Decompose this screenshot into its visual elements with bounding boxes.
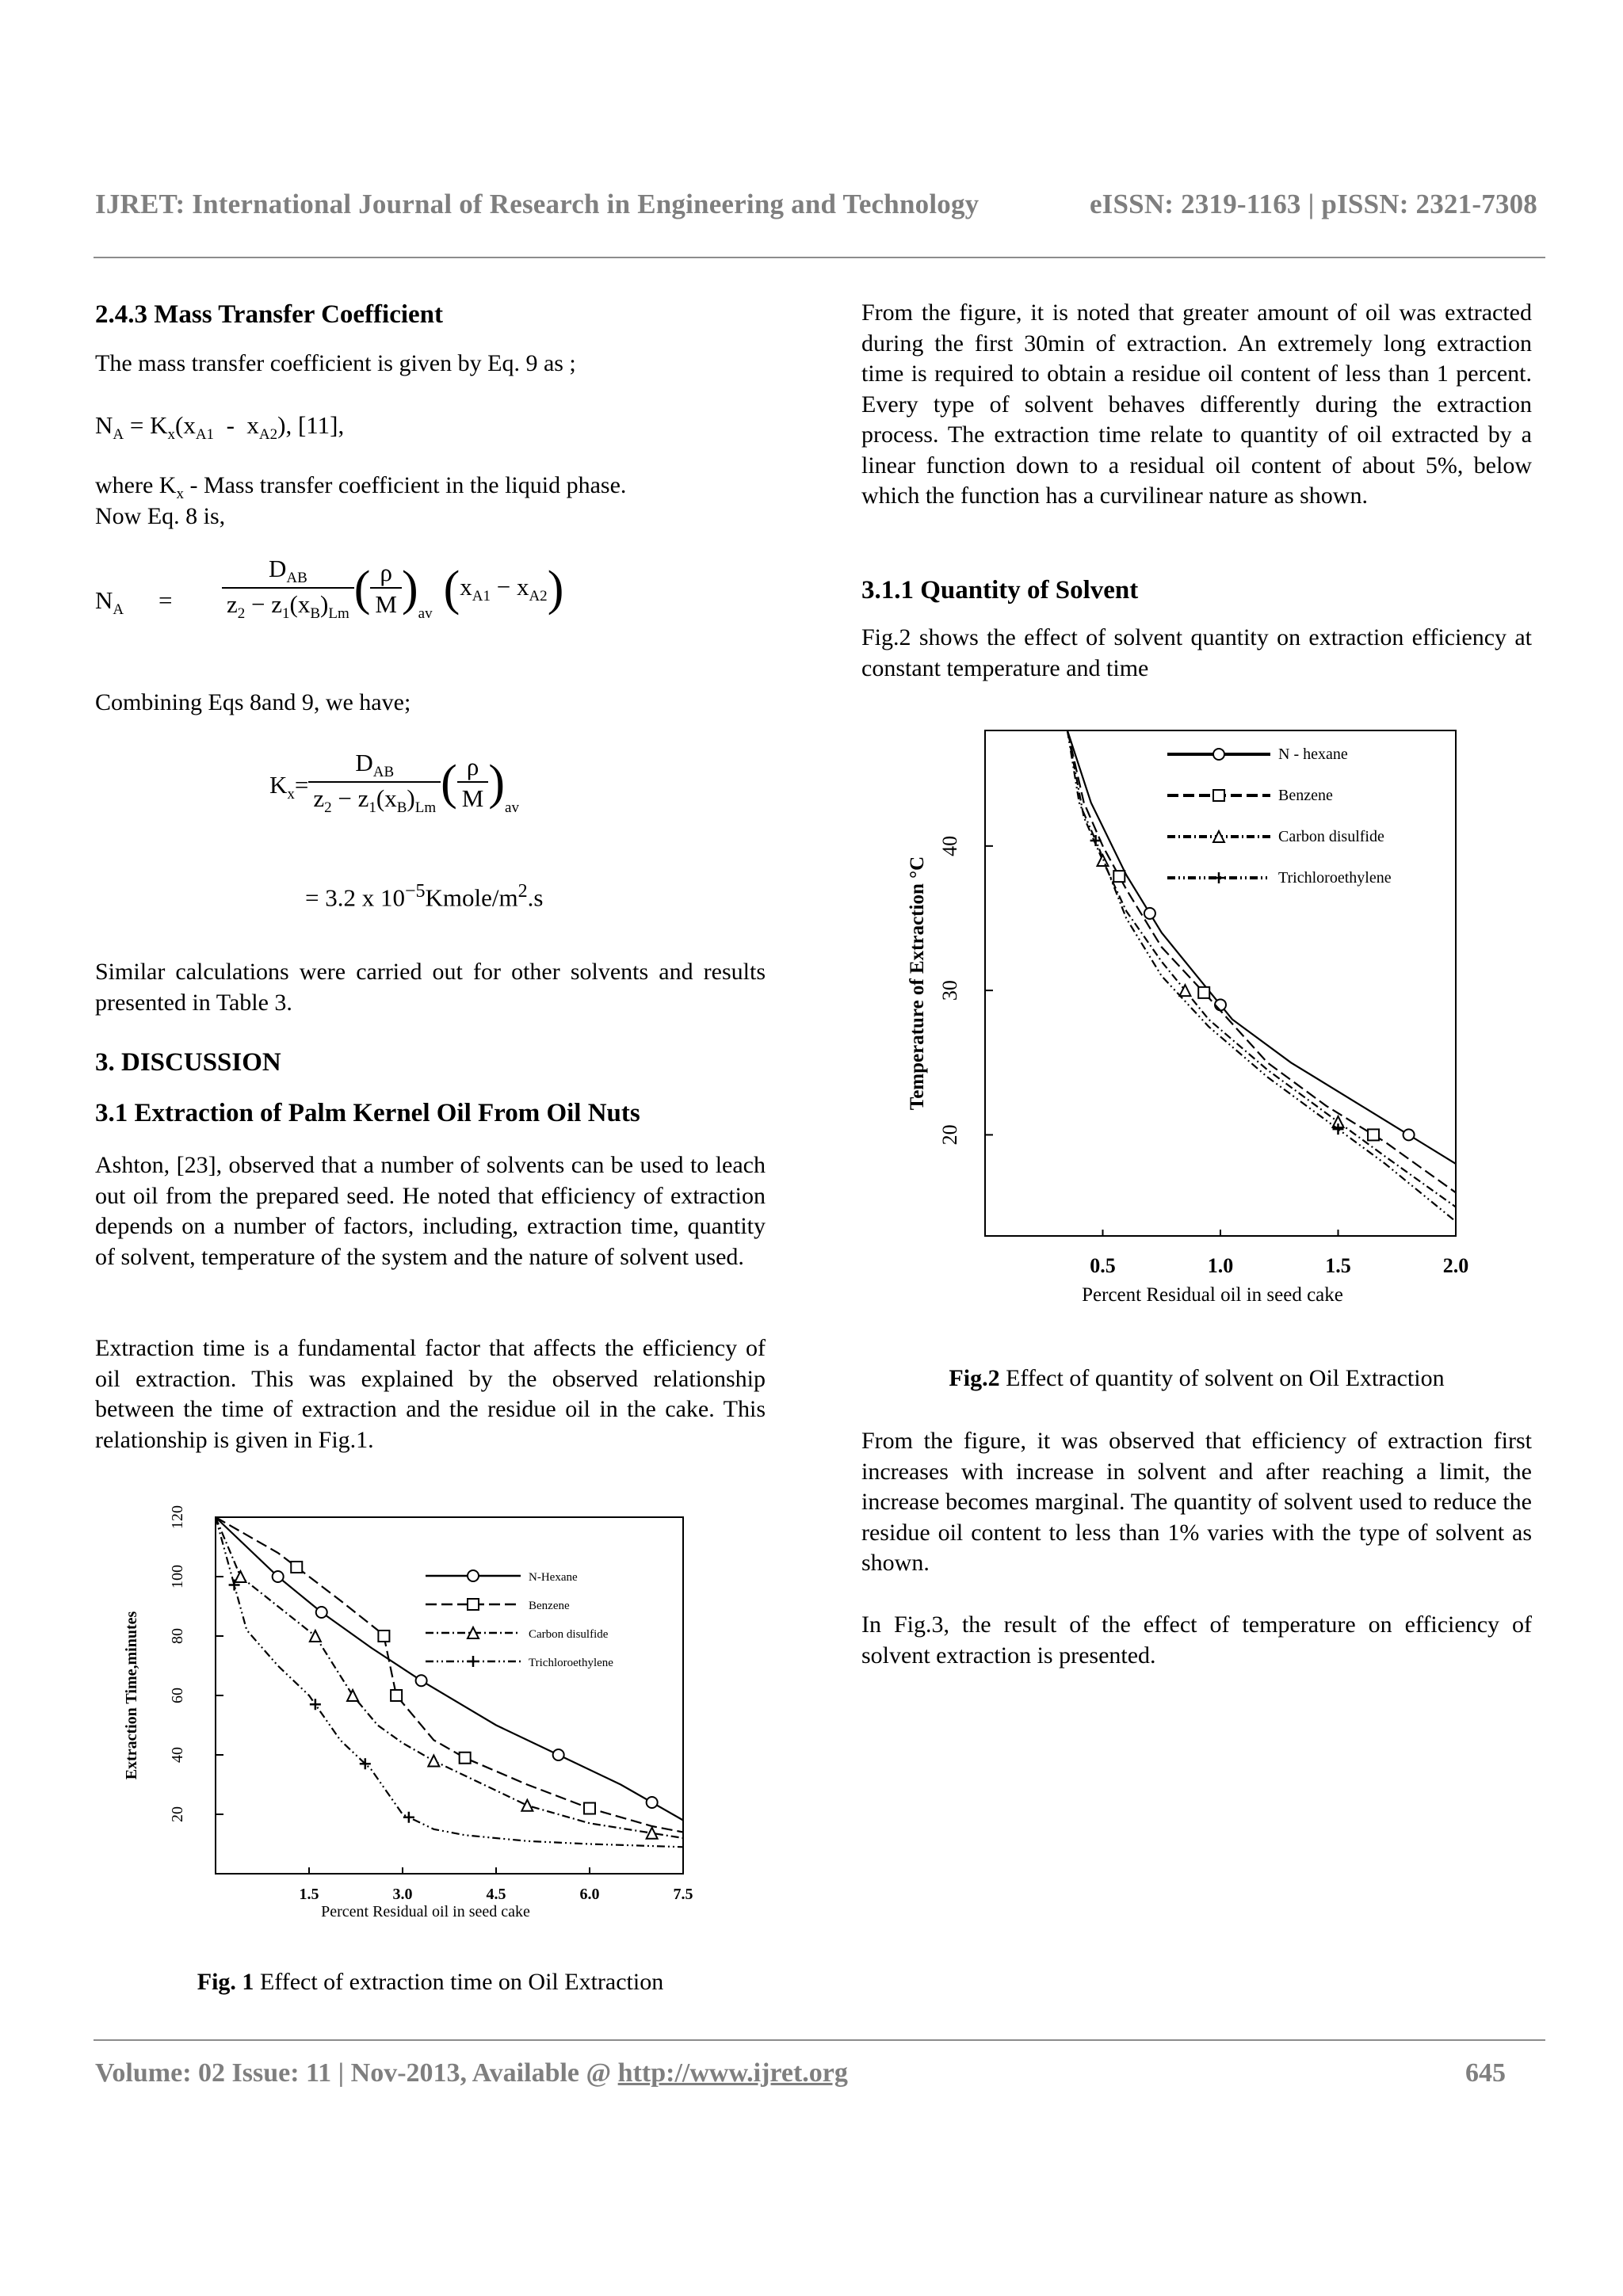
y-tick-label: 30 [938,980,961,1001]
page-number: 645 [1465,2058,1506,2088]
kx-result [305,881,749,912]
y-tick-label: 20 [938,1124,961,1146]
series-line [1067,730,1456,1222]
where-kx: where $K_x$ - Mass transfer coefficient in the liquid phase. [95,472,627,502]
kx-result-value: = 3.2 x 10 [305,883,405,912]
paragraph-fig3-intro: In Fig.3, the result of the effect of temperature on efficiency of solvent extraction is presented. [861,1611,1532,1669]
kx-result-suffix: .s [527,883,544,912]
x-axis-label: Percent Residual oil in seed cake [1082,1284,1343,1306]
kx-result-unit-exp: 2 [517,881,528,902]
footer-volume [95,2058,848,2088]
legend-label: Benzene [1278,787,1333,804]
legend-label: N-Hexane [529,1571,578,1584]
figure-2-chart [903,713,1490,1323]
footer-link[interactable]: http://www.ijret.org [617,2058,848,2088]
y-axis-label: Extraction Time,minutes [123,1611,140,1780]
figure-1-caption-text: Effect of extraction time on Oil Extraction [254,1969,664,1995]
where-kx-text: - Mass transfer coefficient in the liquid phase. [183,472,627,498]
data-marker [291,1562,302,1573]
figure-2-caption-text: Effect of quantity of solvent on Oil Extraction [999,1365,1445,1391]
data-marker [1098,855,1109,866]
legend-marker [468,1599,479,1610]
x-tick-label: 7.5 [673,1886,693,1903]
x-tick-label: 1.5 [1325,1254,1351,1277]
equation-9: $N_A = K_x(x_{A1} - x_{A2})$, [11], [95,411,345,444]
series-n-hexane [1067,730,1456,1164]
kx-result-exp: −5 [404,881,426,902]
header-rule [94,257,1545,258]
data-marker [235,1571,246,1582]
data-marker [273,1571,284,1582]
data-marker [1144,908,1155,919]
legend-marker [1213,872,1224,883]
section-heading-243: 2.4.3 Mass Transfer Coefficient [95,300,444,329]
data-marker [316,1607,327,1618]
legend-label: Carbon disulfide [529,1628,609,1641]
series-trichloroethylene [216,1517,683,1847]
legend-marker [1213,790,1224,801]
paragraph-extraction-time: Extraction time is a fundamental factor that affects the efficiency of oil extraction. This was explained by the observed relationship between the time of extraction and the residue oil in the cake. This relationship is given in Fig.1. [95,1335,766,1453]
data-marker [428,1756,439,1767]
series-line [216,1517,683,1838]
series-line [1067,730,1456,1207]
y-axis-label: Temperature of Extraction °C [907,856,928,1111]
y-tick-label: 40 [938,835,961,856]
paragraph-ashton: Ashton, [23], observed that a number of solvents can be used to leach out oil from the prepared seed. He noted that efficiency of extraction depends on a number of factors, including, extraction time, quantity of solvent, temperature of the system and the nature of solvent used. [95,1152,766,1270]
combining-text: Combining Eqs 8and 9, we have; [95,689,411,715]
data-marker [1215,999,1226,1010]
data-marker [347,1690,358,1701]
series-line [1067,730,1456,1164]
equation-9-ref: ), [11], [277,411,345,439]
data-marker [403,1812,414,1823]
y-tick-label: 80 [169,1628,186,1644]
footer-rule [94,2039,1545,2041]
footer-volume-text: Volume: 02 Issue: 11 | Nov-2013, Available @ [95,2058,618,2088]
data-marker [1198,987,1209,998]
legend-marker [468,1656,479,1667]
y-tick-label: 100 [169,1565,186,1589]
x-tick-label: 3.0 [392,1886,413,1903]
paragraph-fig2-discussion: From the figure, it was observed that efficiency of extraction first increases with increase in solvent and after reaching a limit, the increase becomes marginal. The quantity of solvent used to reduce the residue oil content to less than 1% varies with the type of solvent as shown. [861,1428,1532,1576]
data-marker [310,1699,321,1710]
issn: eISSN: 2319-1163 | pISSN: 2321-7308 [1089,189,1537,219]
legend-label: Trichloroethylene [1278,869,1392,887]
figure-2-caption [861,1365,1532,1392]
data-marker [1368,1129,1379,1140]
series-line [1067,730,1456,1192]
paragraph-fig2-intro: Fig.2 shows the effect of solvent quantity on extraction efficiency at constant temperature and time [861,624,1532,681]
x-tick-label: 6.0 [579,1886,600,1903]
equation-na: $N_A$ = $\frac{D_{AB}}{z_2 - z_1(x_B)_{Lm}}$ ( $\frac{\rho}{M}$ ) $_{av}$ ( $x_{A1} - x_{A2}$ ) [95,555,564,623]
figure-1-caption-label: Fig. 1 [197,1969,254,1995]
section-heading-31: 3.1 Extraction of Palm Kernel Oil From Oil Nuts [95,1099,640,1127]
section-heading-discussion: 3. DISCUSSION [95,1048,281,1077]
series-carbon-disulfide [216,1517,683,1839]
journal-title: IJRET: International Journal of Research in Engineering and Technology [95,189,980,219]
equation-kx: $K_x=$ $\frac{D_{AB}}{z_2 - z_1(x_B)_{Lm}}$ ( $\frac{\rho}{M}$ ) $_{av}$ [269,749,519,817]
data-marker [460,1753,471,1764]
data-marker [521,1800,533,1811]
data-marker [391,1690,402,1701]
x-tick-label: 0.5 [1090,1254,1116,1277]
data-marker [1179,985,1190,996]
y-tick-label: 60 [169,1688,186,1703]
legend-label: Benzene [529,1600,570,1612]
now-eq8: Now Eq. 8 is, [95,503,226,529]
x-tick-label: 4.5 [486,1886,506,1903]
legend-label: Trichloroethylene [529,1657,613,1669]
y-tick-label: 40 [169,1747,186,1763]
data-marker [416,1675,427,1686]
plot-frame [985,730,1456,1236]
legend-marker [468,1570,479,1581]
data-marker [553,1749,564,1760]
series-carbon-disulfide [1067,730,1456,1207]
paragraph-mass-transfer: The mass transfer coefficient is given by Eq. 9 as ; [95,350,576,376]
series-trichloroethylene [1067,730,1456,1222]
data-marker [1113,871,1125,882]
series-line [216,1517,683,1847]
data-marker [378,1630,389,1642]
figure-1-caption [95,1969,766,1996]
plot-frame [216,1517,683,1874]
legend-label: N - hexane [1278,746,1348,763]
legend-label: Carbon disulfide [1278,828,1384,845]
series-benzene [216,1517,683,1833]
running-footer [95,2058,1522,2088]
series-line [216,1517,683,1833]
data-marker [1403,1129,1415,1140]
data-marker [647,1797,658,1808]
y-tick-label: 120 [169,1505,186,1529]
section-heading-311: 3.1.1 Quantity of Solvent [861,576,1139,605]
figure-1-chart [119,1501,705,1945]
kx-result-unit: Kmole/m [425,883,518,912]
figure-2-caption-label: Fig.2 [949,1365,1000,1391]
x-tick-label: 2.0 [1442,1254,1469,1277]
paragraph-figure-notes: From the figure, it is noted that greater amount of oil was extracted during the first 30min of extraction. An extremely long extraction time is required to obtain a residue oil content of less than 1 percent. Every type of solvent behaves differently during the extraction process. The extraction time relate to quantity of oil extracted by a linear function down to a residual oil content of about 5%, below which the function has a curvilinear nature as shown. [861,299,1532,509]
series-benzene [1067,730,1456,1192]
x-tick-label: 1.5 [299,1886,319,1903]
paragraph-similar: Similar calculations were carried out for other solvents and results presented in Table 3. [95,959,766,1016]
data-marker [584,1803,595,1814]
y-tick-label: 20 [169,1806,186,1822]
running-header [95,189,1537,220]
legend-marker [1213,749,1224,760]
x-tick-label: 1.0 [1207,1254,1234,1277]
x-axis-label: Percent Residual oil in seed cake [321,1903,530,1920]
